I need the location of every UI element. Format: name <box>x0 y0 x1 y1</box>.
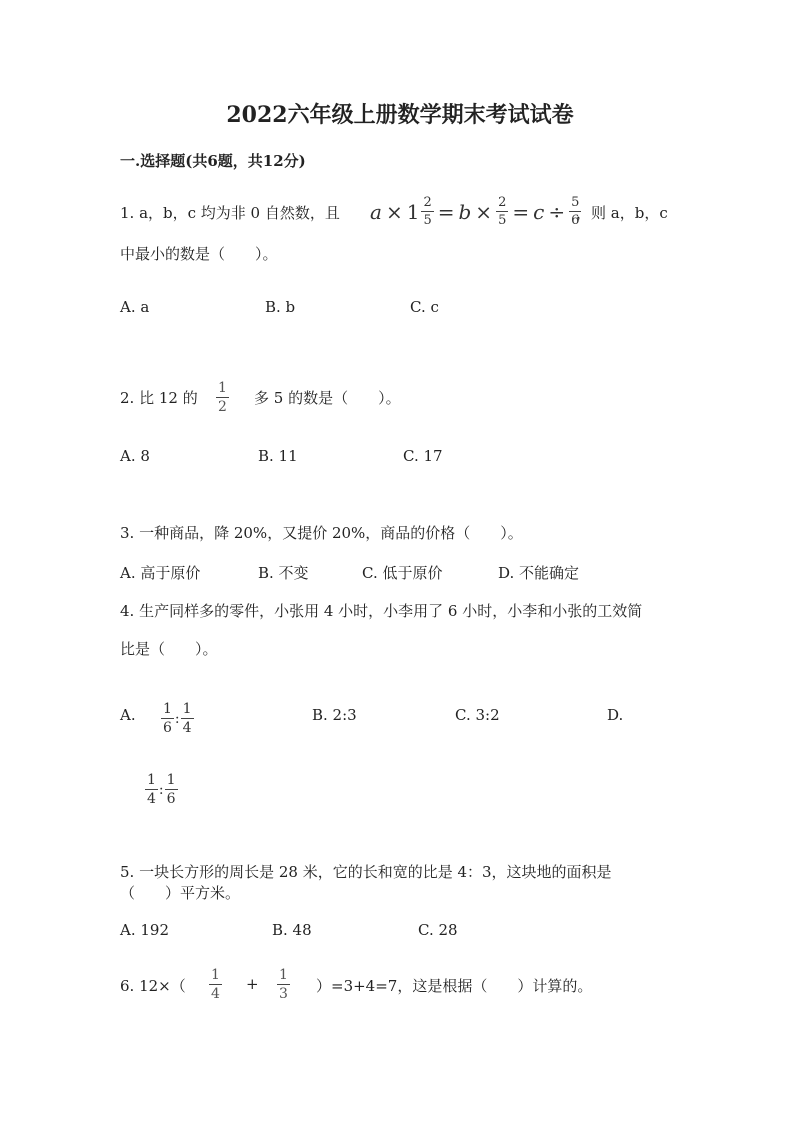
q4-option-d-ratio[interactable] <box>145 773 178 806</box>
q4d-num-1: 1 <box>147 772 156 788</box>
q4a-num-1: 1 <box>163 701 172 717</box>
q1-frac-3-den: 6 <box>571 213 580 228</box>
q4d-den-1: 4 <box>147 791 156 807</box>
q4-option-b[interactable]: B. 2:3 <box>312 706 357 724</box>
q1-times-2: × <box>475 199 493 224</box>
q1-text-end: ，则 a，b，c <box>576 204 668 222</box>
q1-text-line2: 中最小的数是（ ）。 <box>120 245 278 263</box>
q5-option-b[interactable]: B. 48 <box>272 921 312 939</box>
q1-option-a[interactable]: A. a <box>120 298 150 316</box>
q6-text-start: 6. 12×（ <box>120 977 186 995</box>
q6-frac-2 <box>277 968 290 1001</box>
q4-option-c[interactable]: C. 3:2 <box>455 706 500 724</box>
q4-text-line2: 比是（ ）。 <box>120 640 218 658</box>
q2-text-end: 多 5 的数是（ ）。 <box>254 389 401 407</box>
q2-frac-den: 2 <box>218 399 227 415</box>
q5-text-line1: 5. 一块长方形的周长是 28 米，它的长和宽的比是 4：3，这块地的面积是 <box>120 863 612 881</box>
q4d-den-2: 6 <box>166 791 176 807</box>
q5-option-a[interactable]: A. 192 <box>120 921 169 939</box>
q2-option-c[interactable]: C. 17 <box>403 447 443 465</box>
page-title: 2022六年级上册数学期末考试试卷 <box>226 102 574 128</box>
q4a-colon: : <box>174 710 180 727</box>
q4-option-d-label[interactable]: D. <box>607 706 624 724</box>
q2-option-a[interactable]: A. 8 <box>120 447 150 465</box>
q2-option-b[interactable]: B. 11 <box>258 447 298 465</box>
q3-option-b[interactable]: B. 不变 <box>258 564 309 582</box>
q1-frac-1-num: 2 <box>423 195 432 210</box>
q6-frac-1-num: 1 <box>211 967 220 983</box>
q1-frac-1-den: 5 <box>423 213 432 228</box>
q4a-den-1: 6 <box>163 720 172 736</box>
q1-equals-2: = <box>512 199 530 224</box>
q1-equals-1: = <box>437 199 455 224</box>
q4-option-a-label[interactable]: A. <box>120 706 136 724</box>
q6-frac-1 <box>209 968 222 1001</box>
q1-times-1: × <box>385 199 403 224</box>
q6-plus: + <box>246 975 259 993</box>
q1-var-a: a <box>370 199 382 224</box>
q5-option-c[interactable]: C. 28 <box>418 921 458 939</box>
q1-divide: ÷ <box>548 199 566 224</box>
q1-frac-2 <box>496 196 508 227</box>
q1-var-b: b <box>458 199 472 224</box>
q4a-den-2: 4 <box>182 720 192 736</box>
q3-option-c[interactable]: C. 低于原价 <box>362 564 443 582</box>
q1-frac-1 <box>421 196 433 227</box>
q1-text-start: 1. a，b，c 均为非 0 自然数，且 <box>120 204 340 222</box>
q2-fraction <box>216 381 229 414</box>
q6-frac-2-num: 1 <box>279 967 288 983</box>
q2-text-start: 2. 比 12 的 <box>120 389 198 407</box>
q4-option-a-ratio[interactable] <box>161 702 194 735</box>
q2-frac-num: 1 <box>218 380 227 396</box>
q1-whole: 1 <box>406 199 420 224</box>
q1-formula <box>370 196 581 227</box>
q1-var-c: c <box>533 199 545 224</box>
q3-option-d[interactable]: D. 不能确定 <box>498 564 580 582</box>
q1-frac-2-den: 5 <box>498 213 507 228</box>
q1-frac-3-num: 5 <box>571 195 580 210</box>
q6-frac-1-den: 4 <box>211 986 220 1002</box>
q6-text-end: ）=3+4=7，这是根据（ ）计算的。 <box>316 977 593 995</box>
q4-text-line1: 4. 生产同样多的零件，小张用 4 小时，小李用了 6 小时，小李和小张的工效简 <box>120 602 643 620</box>
section-header: 一.选择题(共6题，共12分) <box>120 152 306 170</box>
q5-text-line2: （ ）平方米。 <box>120 884 241 902</box>
q1-frac-2-num: 2 <box>498 195 507 210</box>
q4a-num-2: 1 <box>182 701 192 717</box>
q1-option-b[interactable]: B. b <box>265 298 296 316</box>
q6-frac-2-den: 3 <box>279 986 288 1002</box>
q3-text: 3. 一种商品，降 20%，又提价 20%，商品的价格（ ）。 <box>120 524 523 542</box>
q1-option-c[interactable]: C. c <box>410 298 439 316</box>
q3-option-a[interactable]: A. 高于原价 <box>120 564 201 582</box>
q4d-num-2: 1 <box>166 772 176 788</box>
q4d-colon: : <box>158 781 164 798</box>
